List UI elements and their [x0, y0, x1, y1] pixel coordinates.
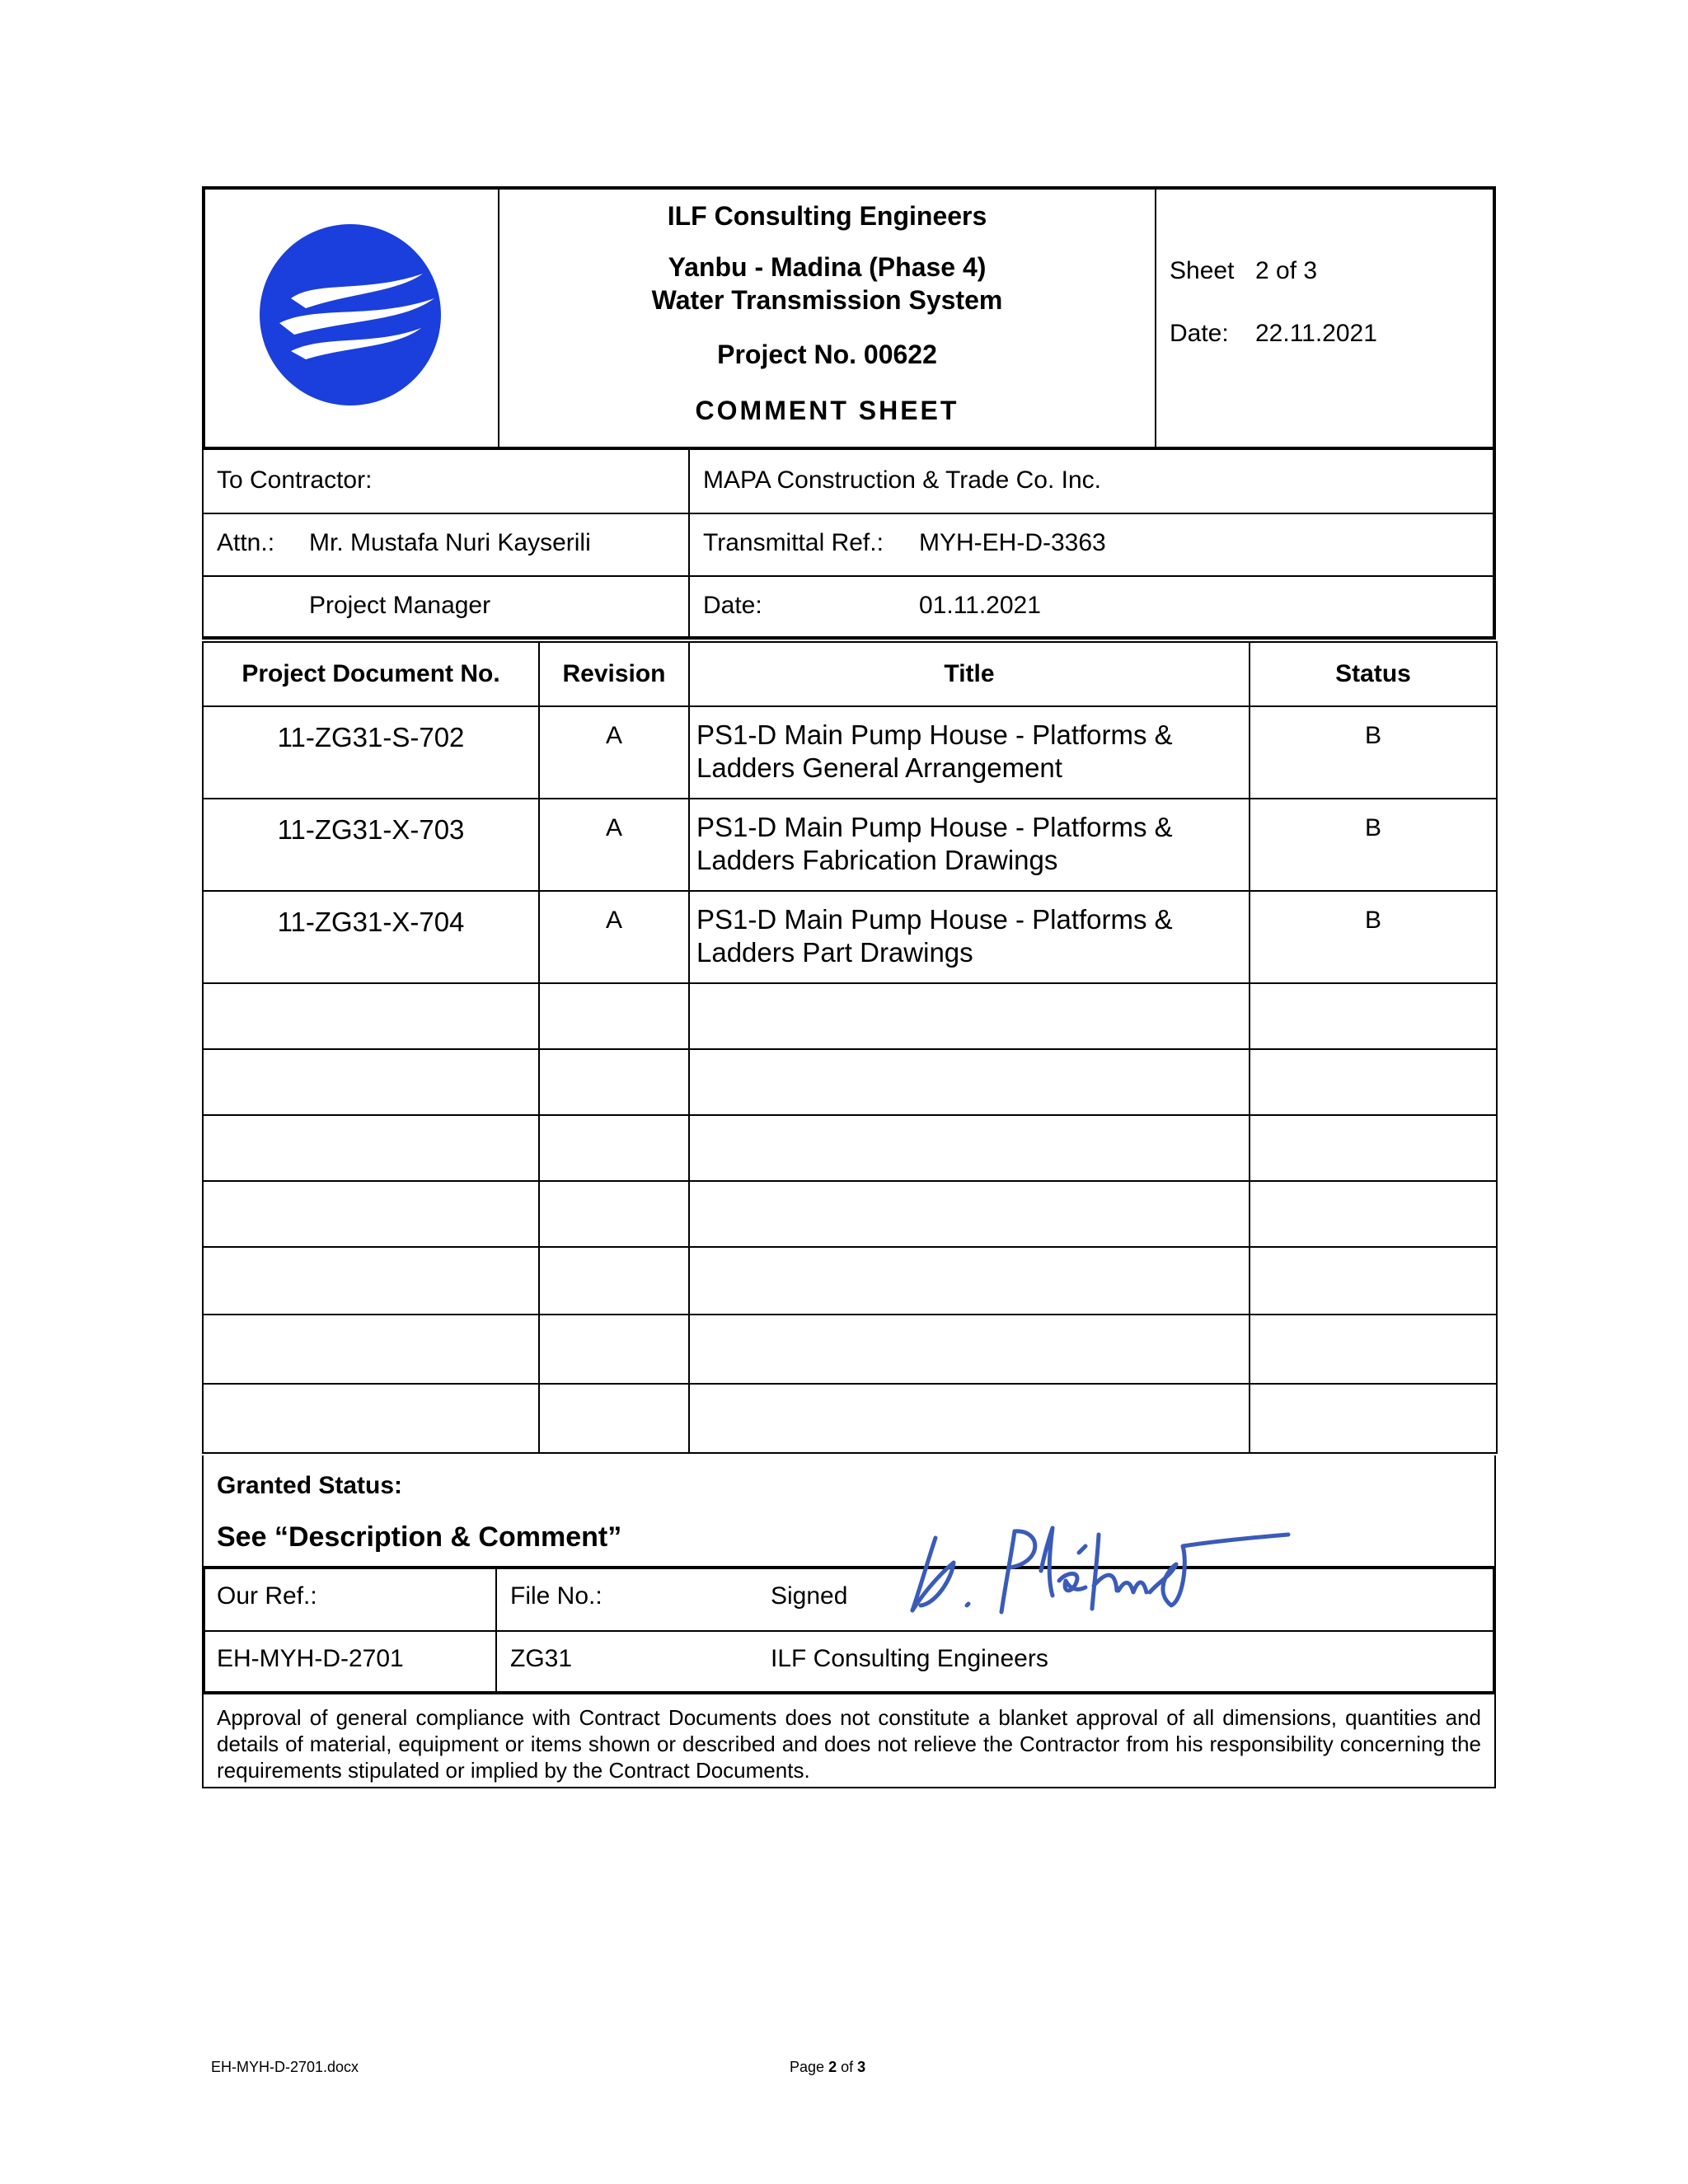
- sheet-date-label: Date:: [1170, 320, 1229, 347]
- footer-filename: EH-MYH-D-2701.docx: [211, 2059, 359, 2075]
- title-cell: [499, 190, 1156, 447]
- transmittal-date-value: 01.11.2021: [919, 592, 1041, 619]
- transmittal-date-label: Date:: [703, 592, 762, 619]
- doc-revision: A: [539, 706, 689, 799]
- col-header-doc-no: Project Document No.: [203, 642, 539, 706]
- transmittal-value: MYH-EH-D-3363: [919, 529, 1106, 556]
- project-name-line1: Yanbu - Madina (Phase 4): [668, 252, 987, 282]
- role-row: [204, 575, 1493, 638]
- attn-row: [204, 513, 1493, 577]
- doc-status: B: [1250, 799, 1497, 891]
- sheet-info-cell: [1156, 190, 1493, 447]
- table-row: [203, 799, 1497, 891]
- empty-row: [203, 1315, 1497, 1384]
- empty-row: [203, 1049, 1497, 1115]
- empty-row: [203, 983, 1497, 1049]
- company-name: ILF Consulting Engineers: [667, 201, 987, 231]
- col-header-title: Title: [689, 642, 1250, 706]
- page-total: 3: [857, 2059, 866, 2075]
- sheet-title: COMMENT SHEET: [695, 396, 959, 425]
- page-of: of: [841, 2059, 854, 2075]
- doc-title: [689, 891, 1250, 983]
- divider: [205, 1630, 1493, 1632]
- handwritten-signature: [903, 1513, 1430, 1620]
- footer-page-number: [790, 2059, 865, 2076]
- doc-title: [689, 706, 1250, 799]
- ilf-logo: [258, 223, 443, 407]
- granted-status-value: See “Description & Comment”: [217, 1521, 622, 1553]
- doc-revision: A: [539, 891, 689, 983]
- table-row: [203, 891, 1497, 983]
- attn-name: Mr. Mustafa Nuri Kayserili: [309, 529, 591, 556]
- to-contractor-label: To Contractor:: [217, 466, 373, 494]
- transmittal-label: Transmittal Ref.:: [703, 529, 884, 556]
- attn-label: Attn.:: [217, 529, 275, 556]
- sheet-date-value: 22.11.2021: [1255, 320, 1377, 347]
- project-number: Project No. 00622: [717, 340, 937, 369]
- disclaimer-text: Approval of general compliance with Contract Documents does not constitute a blanket approval of all dimensions, quantities and details of material, equipment or items shown or described and does not relieve the Contractor from his responsibility concerning the requirements stipulated or implied by the Contract Documents.: [202, 1694, 1496, 1788]
- contractor-name: MAPA Construction & Trade Co. Inc.: [703, 466, 1101, 494]
- doc-title-line2: Ladders General Arrangement: [696, 752, 1062, 783]
- divider: [495, 1569, 497, 1691]
- doc-title-line2: Ladders Part Drawings: [696, 937, 973, 968]
- table-row: [203, 706, 1497, 799]
- empty-row: [203, 1115, 1497, 1181]
- col-header-status: Status: [1250, 642, 1497, 706]
- file-no-label: File No.:: [510, 1582, 603, 1610]
- doc-title-line1: PS1-D Main Pump House - Platforms &: [696, 812, 1173, 842]
- documents-table: [202, 641, 1498, 1454]
- our-ref-value: EH-MYH-D-2701: [217, 1645, 404, 1672]
- logo-cell: [205, 190, 499, 447]
- col-header-revision: Revision: [539, 642, 689, 706]
- header-block: [202, 186, 1496, 450]
- empty-row: [203, 1247, 1497, 1315]
- attn-role: Project Manager: [309, 592, 491, 619]
- doc-title: [689, 799, 1250, 891]
- doc-number: 11-ZG31-X-704: [203, 891, 539, 983]
- page-current: 2: [828, 2059, 837, 2075]
- doc-status: B: [1250, 891, 1497, 983]
- doc-title-line2: Ladders Fabrication Drawings: [696, 845, 1058, 875]
- empty-row: [203, 1181, 1497, 1247]
- doc-title-line1: PS1-D Main Pump House - Platforms &: [696, 719, 1173, 750]
- file-no-value: ZG31: [510, 1645, 573, 1672]
- sheet-value: 2 of 3: [1255, 257, 1318, 284]
- signed-label: Signed: [771, 1582, 848, 1610]
- contractor-row: [204, 450, 1493, 514]
- signed-by: ILF Consulting Engineers: [771, 1645, 1048, 1672]
- empty-row: [203, 1384, 1497, 1453]
- contractor-info: [202, 450, 1496, 640]
- project-name-line2: Water Transmission System: [651, 285, 1003, 315]
- doc-title-line1: PS1-D Main Pump House - Platforms &: [696, 904, 1173, 935]
- doc-number: 11-ZG31-S-702: [203, 706, 539, 799]
- page-word: Page: [790, 2059, 825, 2075]
- doc-number: 11-ZG31-X-703: [203, 799, 539, 891]
- table-header-row: [203, 642, 1497, 706]
- doc-revision: A: [539, 799, 689, 891]
- granted-status-label: Granted Status:: [217, 1472, 403, 1499]
- sheet-label: Sheet: [1170, 257, 1235, 284]
- doc-status: B: [1250, 706, 1497, 799]
- our-ref-label: Our Ref.:: [217, 1582, 317, 1610]
